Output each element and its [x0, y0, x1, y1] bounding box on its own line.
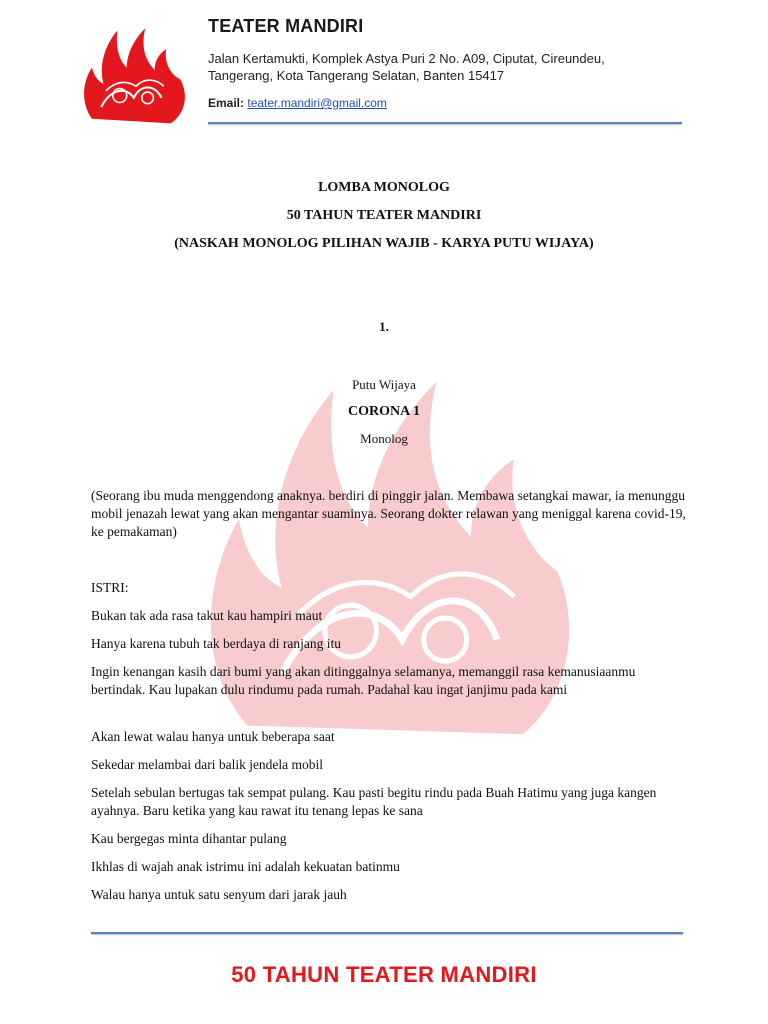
monolog-line: Ikhlas di wajah anak istrimu ini adalah kekuatan batinmu: [91, 859, 400, 874]
stage-direction: (Seorang ibu muda menggendong anaknya. berdiri di pinggir jalan. Membawa setangkai mawar, ia menunggu mobil jenazah lewat yang akan mengantar suaminya. Seorang dokter relawan yang meniggal karena covid-19, ke pemakaman): [91, 488, 686, 539]
address-line-2: Tangerang, Kota Tangerang Selatan, Banten 15417: [208, 68, 505, 83]
monolog-line: Akan lewat walau hanya untuk beberapa saat: [91, 729, 335, 744]
script-number: 1.: [379, 319, 389, 334]
header-divider: [208, 122, 682, 124]
address-line-1: Jalan Kertamukti, Komplek Astya Puri 2 No. A09, Ciputat, Cireundeu,: [208, 51, 605, 66]
monolog-line: Sekedar melambai dari balik jendela mobil: [91, 757, 324, 772]
monolog-line: Ingin kenangan kasih dari bumi yang akan ditinggalnya selamanya, memanggil rasa kemanusiaanmu bertindak. Kau lupakan dulu rindumu pada rumah. Padahal kau ingat janjimu pada kami: [91, 664, 636, 697]
monolog-line: Kau bergegas minta dihantar pulang: [91, 831, 287, 846]
script-title: CORONA 1: [348, 404, 420, 419]
teater-mandiri-logo: [78, 12, 194, 128]
org-name: TEATER MANDIRI: [208, 16, 364, 36]
org-email: [208, 96, 387, 110]
monolog-line: Walau hanya untuk satu senyum dari jarak jauh: [91, 887, 347, 902]
title-line-2: 50 TAHUN TEATER MANDIRI: [286, 208, 482, 223]
org-address: [208, 50, 605, 84]
monolog-line: Hanya karena tubuh tak berdaya di ranjang itu: [91, 636, 342, 651]
email-link[interactable]: teater.mandiri@gmail.com: [247, 96, 387, 110]
footer-text: 50 TAHUN TEATER MANDIRI: [231, 962, 537, 987]
monolog-line: Setelah sebulan bertugas tak sempat pulang. Kau pasti begitu rindu pada Buah Hatimu yang juga kangen ayahnya. Baru ketika yang kau rawat itu tenang lepas ke sana: [91, 785, 657, 818]
speaker-name: ISTRI:: [91, 580, 129, 595]
footer-divider: [91, 932, 683, 934]
title-line-1: LOMBA MONOLOG: [318, 180, 450, 195]
email-label: Email:: [208, 96, 245, 110]
monolog-line: Bukan tak ada rasa takut kau hampiri maut: [91, 608, 323, 623]
script-author: Putu Wijaya: [352, 377, 416, 392]
script-genre: Monolog: [360, 431, 408, 446]
title-line-3: (NASKAH MONOLOG PILIHAN WAJIB - KARYA PUTU WIJAYA): [174, 236, 594, 251]
